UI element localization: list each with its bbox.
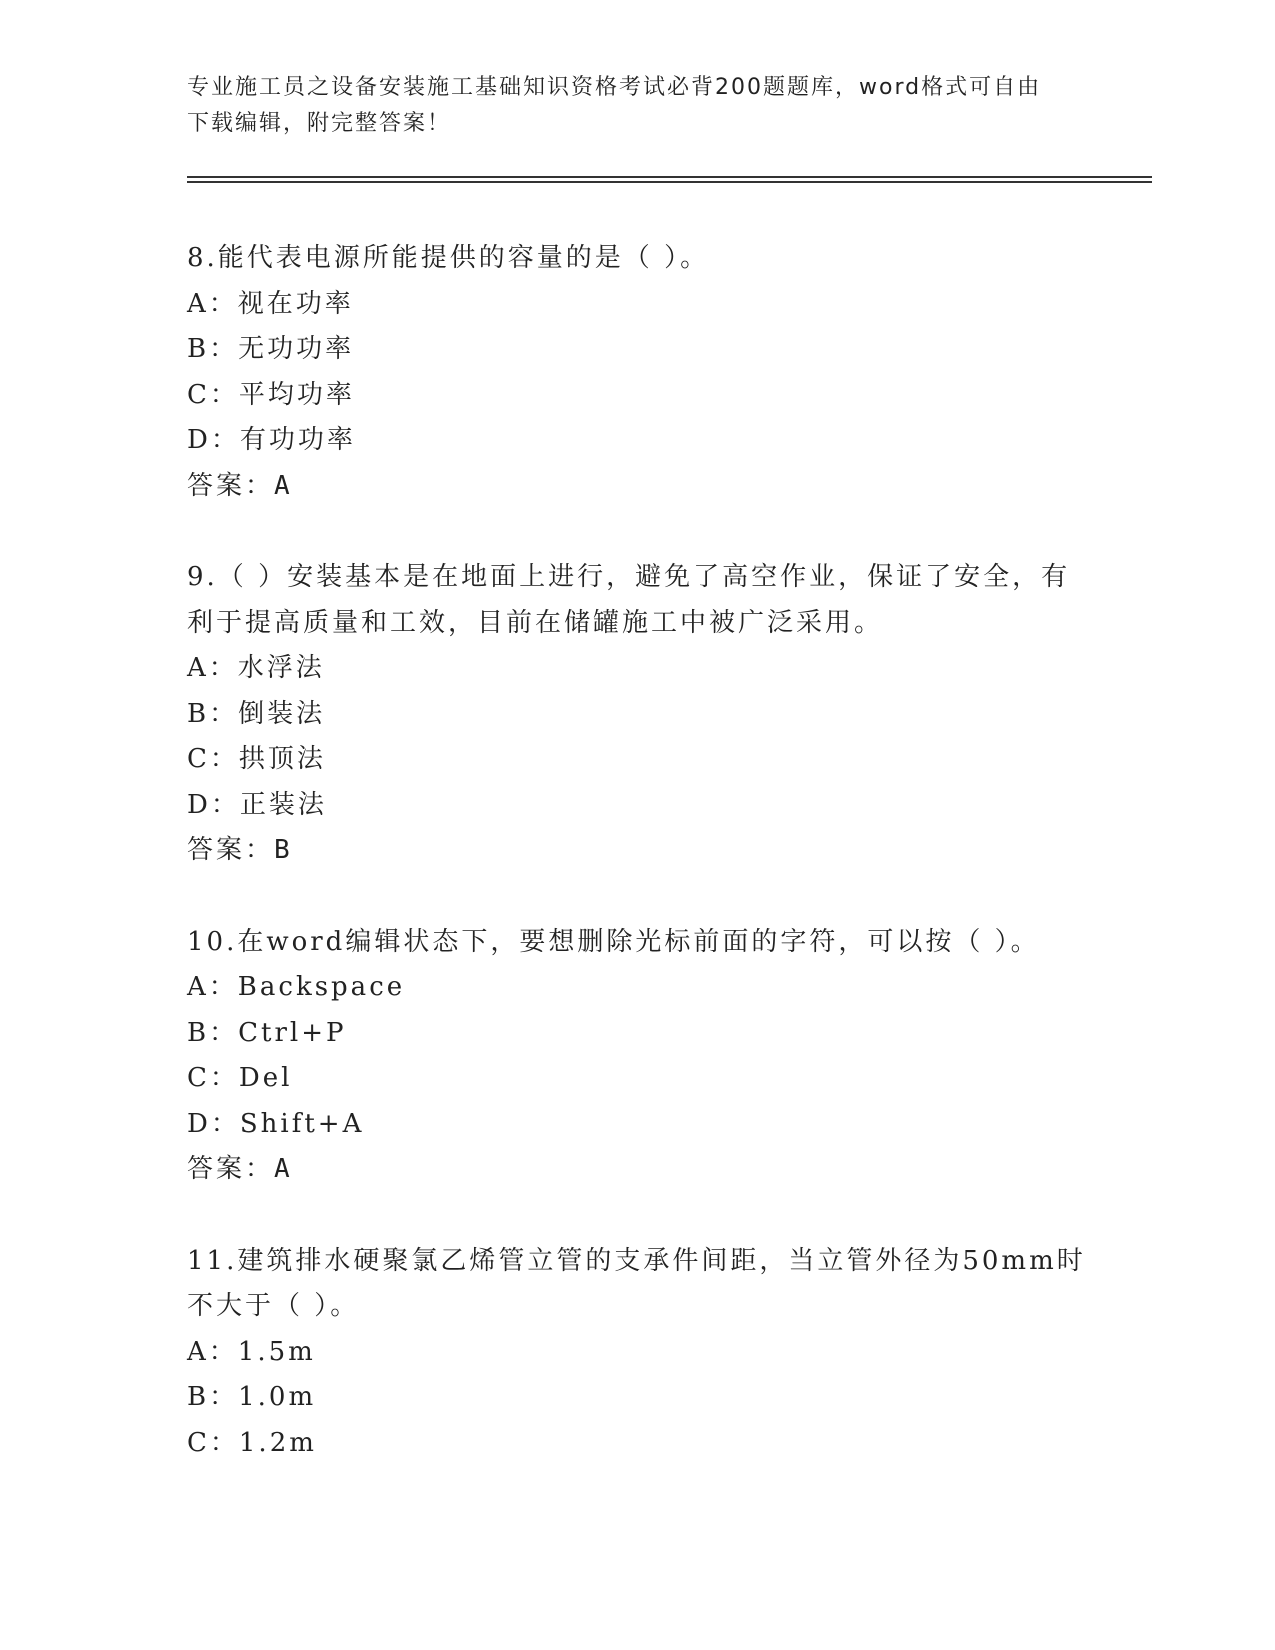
option-b: B：Ctrl+P <box>187 1017 347 1048</box>
question-8 <box>187 236 1087 509</box>
header-divider-top <box>187 176 1152 178</box>
option-c: C：Del <box>187 1063 293 1093</box>
answer-label: 答案： <box>187 470 275 501</box>
option-a: A：1.5m <box>187 1336 316 1367</box>
header-divider-bottom <box>187 181 1152 183</box>
question-text-line-1: 9.（ ）安装基本是在地面上进行，避免了高空作业，保证了安全，有 <box>187 562 1071 592</box>
header-line-1: 专业施工员之设备安装施工基础知识资格考试必背200题题库，word格式可自由 <box>187 75 1042 100</box>
question-11 <box>187 1239 1087 1467</box>
question-text: 8.能代表电源所能提供的容量的是（ ）。 <box>187 243 710 273</box>
option-d: D：Shift+A <box>187 1108 365 1139</box>
option-a: A：视在功率 <box>187 288 354 319</box>
question-9 <box>187 555 1087 874</box>
document-header <box>187 70 1087 142</box>
option-a: A：Backspace <box>187 972 406 1002</box>
answer-value: A <box>274 1154 293 1184</box>
question-text: 10.在word编辑状态下，要想删除光标前面的字符，可以按（ ）。 <box>187 926 1040 957</box>
option-d: D：正装法 <box>187 789 327 820</box>
answer-label: 答案： <box>187 835 275 865</box>
option-c: C：平均功率 <box>187 379 355 410</box>
option-c: C：1.2m <box>187 1427 317 1458</box>
question-10 <box>187 920 1087 1193</box>
answer-value: A <box>274 470 293 501</box>
option-a: A：水浮法 <box>187 653 325 683</box>
header-line-2: 下载编辑，附完整答案！ <box>187 111 452 136</box>
answer-value: B <box>274 835 293 865</box>
option-c: C：拱顶法 <box>187 744 326 774</box>
question-list <box>187 236 1087 1512</box>
option-b: B：1.0m <box>187 1382 317 1412</box>
option-b: B：无功功率 <box>187 334 355 364</box>
option-b: B：倒装法 <box>187 698 326 729</box>
option-d: D：有功功率 <box>187 425 356 455</box>
question-text-line-2: 利于提高质量和工效，目前在储罐施工中被广泛采用。 <box>187 607 884 638</box>
answer-line <box>187 464 1087 510</box>
question-text-line-1: 11.建筑排水硬聚氯乙烯管立管的支承件间距，当立管外径为50mm时 <box>187 1245 1086 1276</box>
answer-line <box>187 1147 1087 1193</box>
answer-line <box>187 828 1087 874</box>
answer-label: 答案： <box>187 1154 275 1184</box>
question-text-line-2: 不大于（ ）。 <box>187 1291 360 1321</box>
